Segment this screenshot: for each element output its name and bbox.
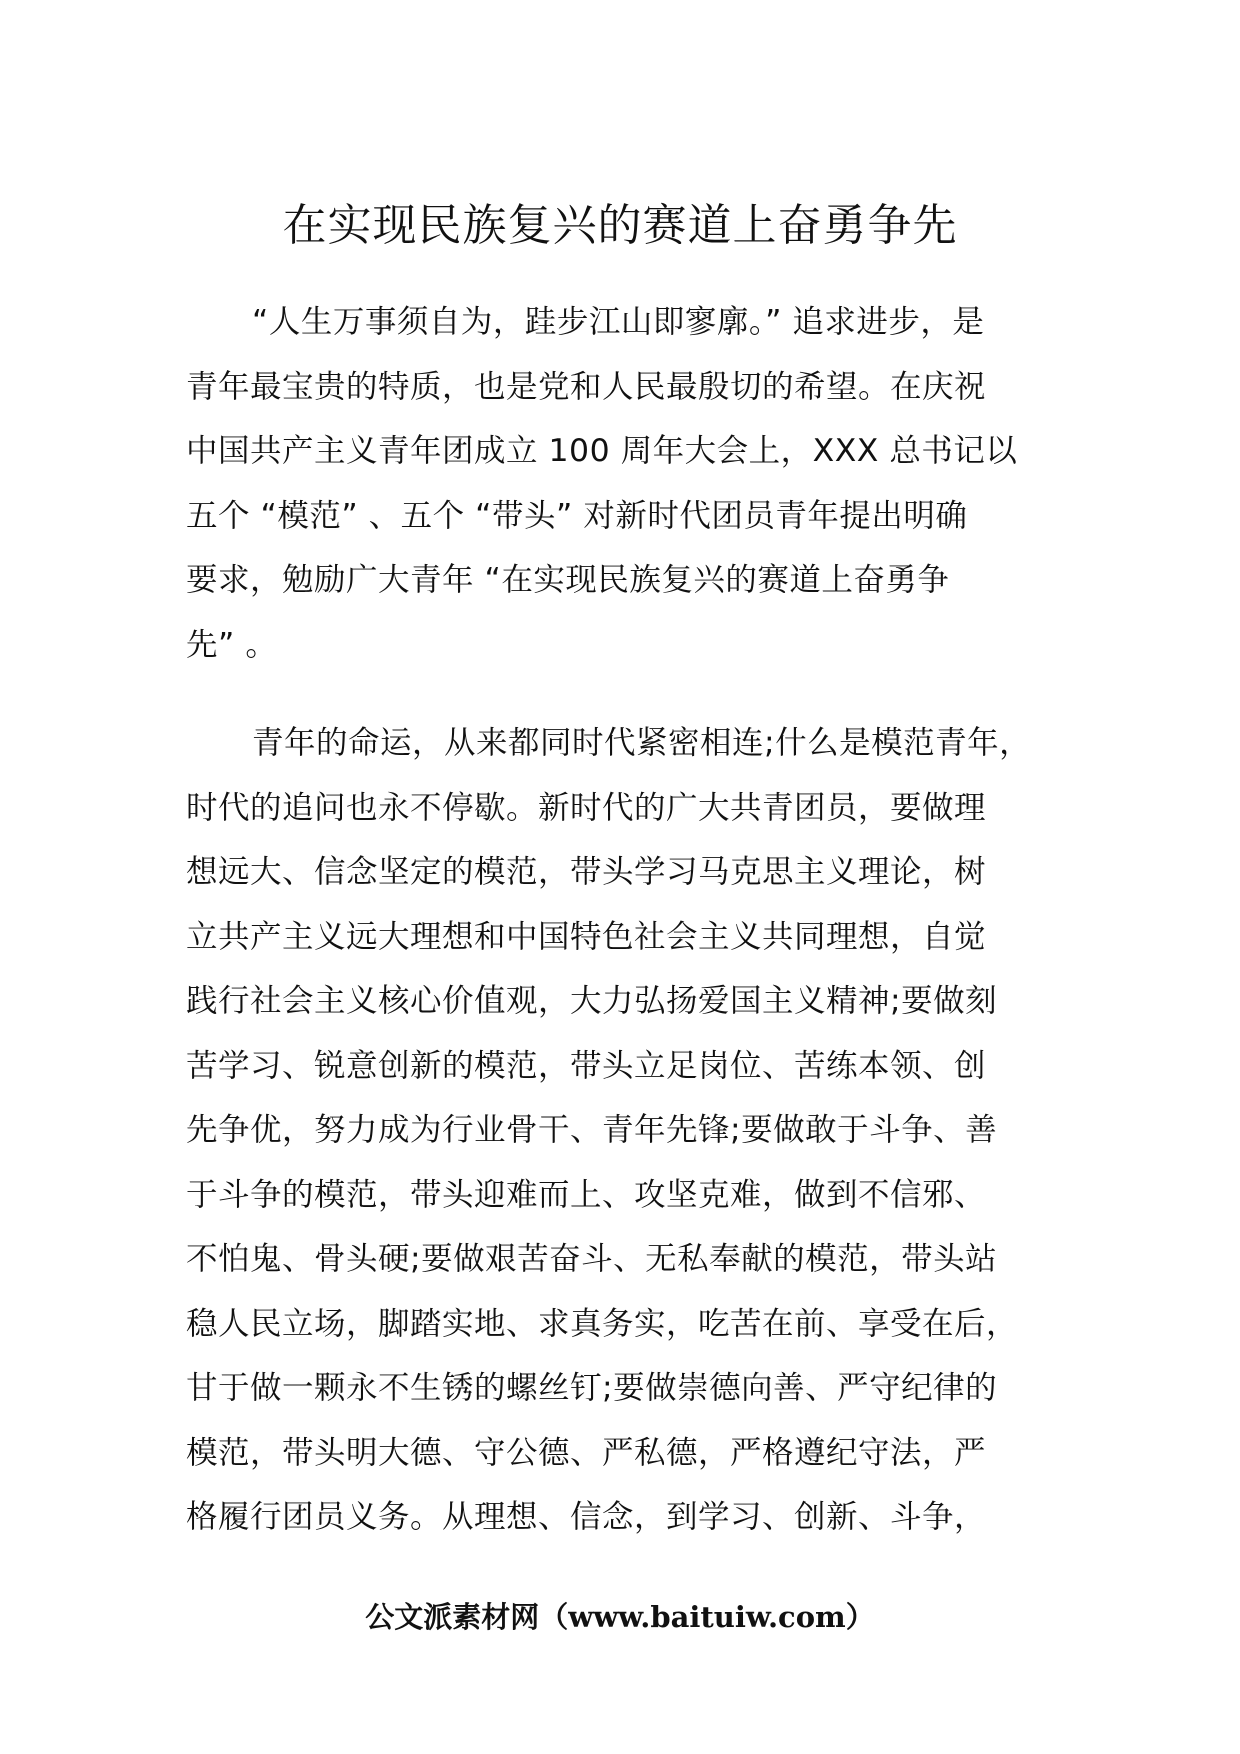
text-line: 五个 “模范” 、五个 “带头” 对新时代团员青年提出明确 [186,497,968,534]
text-line: 先争优，努力成为行业骨干、青年先锋;要做敢于斗争、善 [186,1112,998,1148]
paragraph-spacer [186,677,1056,711]
text-line: 中国共产主义青年团成立 100 周年大会上，XXX 总书记以 [186,433,1018,469]
text-line: 先” 。 [186,626,278,663]
document-body [186,290,1056,1550]
text-line: 青年最宝贵的特质，也是党和人民最殷切的希望。在庆祝 [186,368,987,405]
footer-watermark: 公文派素材网（www.baituiw.com） [365,1600,875,1634]
text-line: 要求，勉励广大青年 “在实现民族复兴的赛道上奋勇争 [186,562,950,598]
text-line: 格履行团员义务。从理想、信念，到学习、创新、斗争， [186,1499,987,1535]
text-line: 青年的命运，从来都同时代紧密相连;什么是模范青年， [252,725,1032,761]
text-line: 甘于做一颗永不生锈的螺丝钉;要做崇德向善、严守纪律的 [186,1370,998,1406]
text-line: “人生万事须自为，跬步江山即寥廓。” 追求进步，是 [252,304,985,340]
text-line: 践行社会主义核心价值观，大力弘扬爱国主义精神;要做刻 [186,983,998,1019]
paragraph-2 [186,711,1056,1550]
text-line: 稳人民立场，脚踏实地、求真务实，吃苦在前、享受在后， [186,1305,1019,1342]
text-line: 模范，带头明大德、守公德、严私德，严格遵纪守法，严 [186,1434,987,1471]
text-line: 时代的追问也永不停歇。新时代的广大共青团员，要做理 [186,789,987,826]
text-line: 于斗争的模范，带头迎难而上、攻坚克难，做到不信邪、 [186,1176,987,1213]
text-line: 想远大、信念坚定的模范，带头学习马克思主义理论，树 [186,854,987,890]
text-line: 不怕鬼、骨头硬;要做艰苦奋斗、无私奉献的模范，带头站 [186,1241,998,1277]
text-line: 苦学习、锐意创新的模范，带头立足岗位、苦练本领、创 [186,1047,987,1084]
text-line: 立共产主义远大理想和中国特色社会主义共同理想，自觉 [186,918,987,955]
document-title: 在实现民族复兴的赛道上奋勇争先 [282,200,958,251]
paragraph-1 [186,290,1056,677]
